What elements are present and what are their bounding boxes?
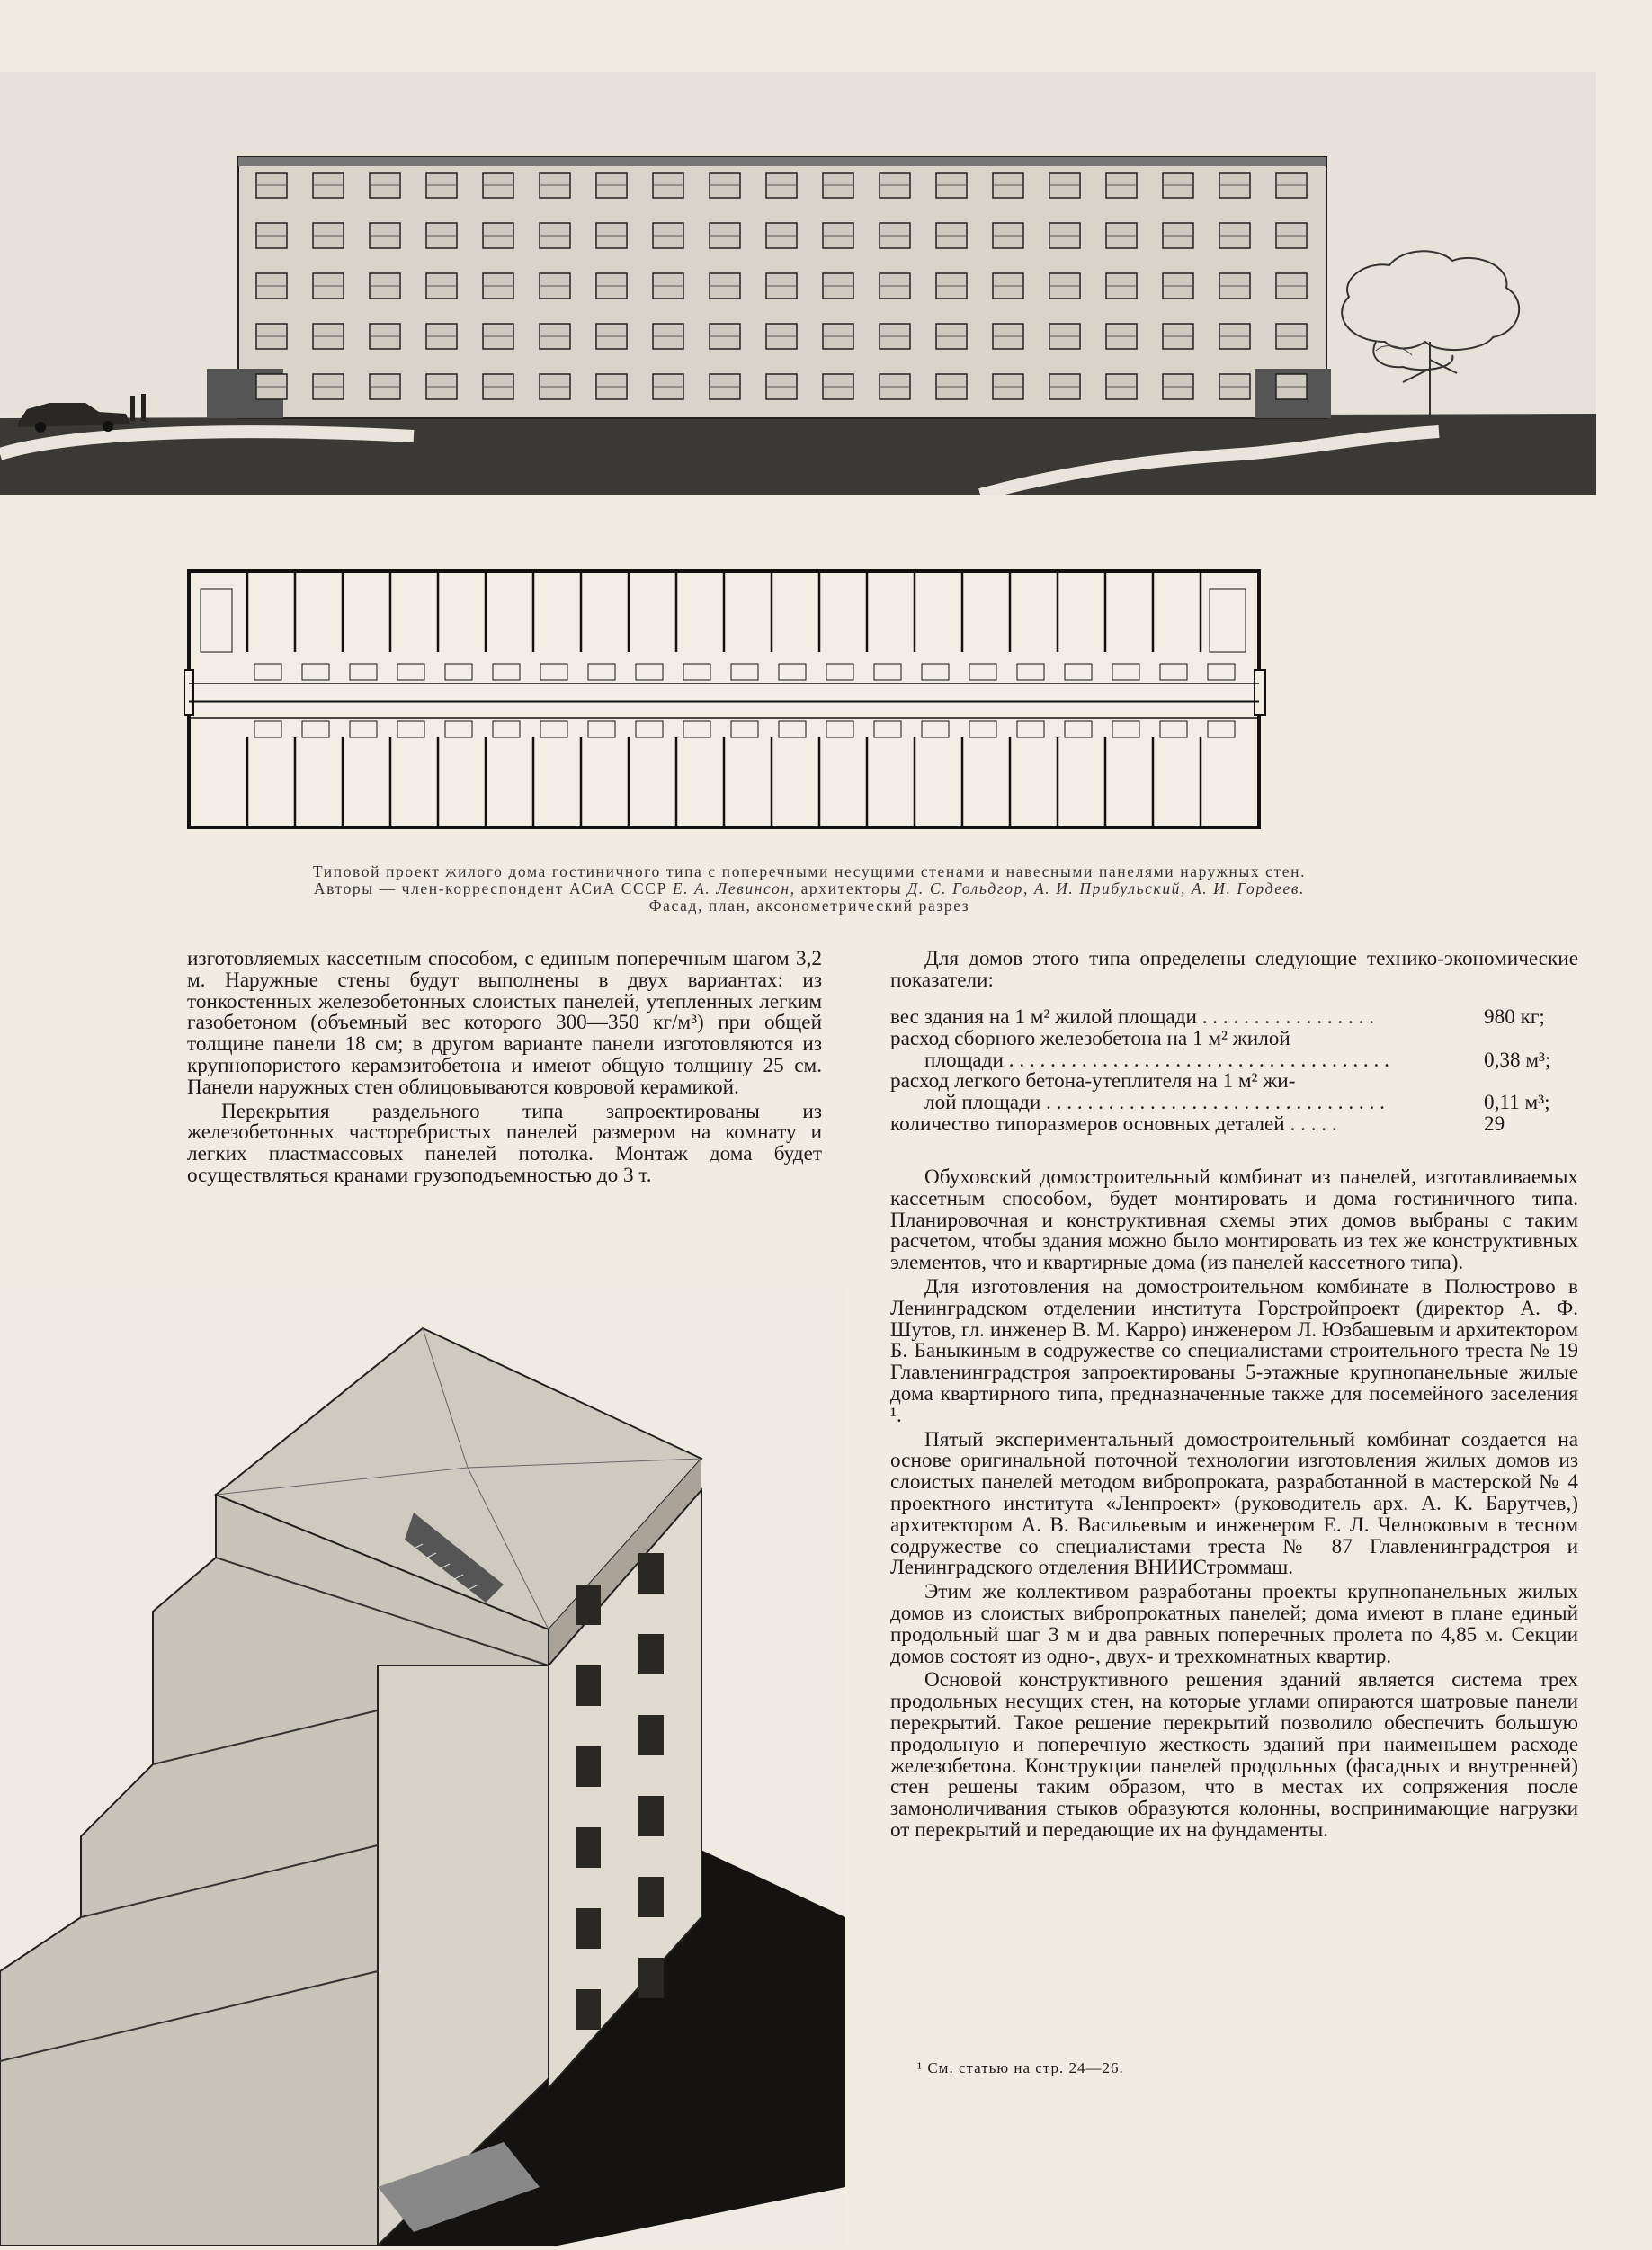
axonometric-section-drawing [0, 1288, 845, 2246]
axo-window [576, 1908, 601, 1949]
spec-row: расход сборного железобетона на 1 м² жилой [890, 1028, 1290, 1050]
spec-row: расход легкого бетона-утеплителя на 1 м² жи- [890, 1071, 1296, 1094]
spec-row: вес здания на 1 м² жилой площади . . . . . . . . . . . . . . . . . 980 кг; [890, 1005, 1545, 1029]
spec-list [890, 1007, 1578, 1136]
paragraph: Обуховский домостроительный комбинат из панелей, изготавливаемых кассетным способом, будет монтировать и дома гостиничного типа. Планировочная и конструктивная схемы этих домов выбраны с таким расчетом, чтобы здания можно было монтировать из тех же конструктивных элементов, что и квартирные дома (из панелей кассетного типа). [890, 1165, 1578, 1275]
axo-window [638, 1877, 664, 1917]
spec-row: площади . . . . . . . . . . . . . . . . . . . . . . . . . . . . . . . . . . . . . 0,38 м³; [924, 1048, 1551, 1072]
footnote: ¹ См. статью на стр. 24—26. [917, 2059, 1124, 2076]
right-column-text [890, 1167, 1578, 1842]
spec-row: количество типоразмеров основных деталей . . . . . 29 [890, 1112, 1505, 1136]
caption-line-3: Фасад, план, аксонометрический разрез [648, 897, 970, 915]
axo-window [576, 1989, 601, 2030]
axo-window [576, 1665, 601, 1706]
paragraph: Для изготовления на домостроительном комбинате в Полюстрово в Ленинградском отделении института Горстройпроект (директор А. Ф. Шутов, гл. инженер В. М. Карро) инженером Л. Юзбашевым и архитектором Б. Баныкиным в содружестве со специалистами строительного треста № 19 Главленинградстроя запроектированы 5-этажные крупнопанельные жилые дома квартирного типа, предназначенные также для посемейного заселения ¹. [890, 1274, 1578, 1427]
paragraph: изготовляемых кассетным способом, с единым поперечным шагом 3,2 м. Наружные стены будут выполнены в двух вариантах: из тонкостенных железобетонных слоистых панелей, утепленных легким газобетоном (объемный вес которого 300—350 кг/м³) при общей толщине панели 18 см; в другом варианте панели изготовляются из крупнопористого керамзитобетона и имеют общую толщину 25 см. Панели наружных стен облицовываются ковровой керамикой. [187, 947, 822, 1099]
paragraph: Этим же коллективом разработаны проекты крупнопанельных жилых домов из слоистых вибропрокатных панелей; дома имеют в плане единый продольный шаг 3 м и два равных поперечных пролета по 4,85 м. Секции домов состоят из одно-, двух- и трехкомнатных квартир. [890, 1580, 1578, 1668]
paragraph: Основой конструктивного решения зданий является система трех продольных несущих стен, на которые углами опираются шатровые панели перекрытий. Такое решение перекрытий позволило обеспечить большую продольную и поперечную жесткость зданий при наименьшем расходе железобетона. Конструкции панелей продольных (фасадных и внутренней) стен решены таким образом, что в местах их сопряжения после замоноличивания стыков образуются колонны, воспринимающие нагрузки от перекрытий и передающие их на фундаменты. [890, 1668, 1578, 1842]
axo-window [638, 1553, 664, 1594]
caption-line-2: Авторы — член-корреспондент АСиА СССР Е. А. Левинсон, архитекторы Д. С. Гольдгор, А. И. Прибульский, А. И. Гордеев. [313, 879, 1306, 897]
axo-window [576, 1585, 601, 1625]
paragraph: Для домов этого типа определены следующие технико-экономические показатели: [890, 947, 1578, 992]
axo-window [638, 1715, 664, 1755]
axo-window [638, 1796, 664, 1836]
axo-window [638, 1634, 664, 1674]
facade-drawing [0, 72, 1596, 495]
right-column-intro [890, 949, 1578, 992]
spec-row: лой площади . . . . . . . . . . . . . . . . . . . . . . . . . . . . . . . . . 0,11 м³; [924, 1091, 1550, 1115]
axo-window [638, 1958, 664, 1998]
floor-plan-drawing [184, 567, 1268, 836]
caption-line-1: Типовой проект жилого дома гостиничного типа с поперечными несущими стенами и навесными панелями наружных стен. [312, 862, 1307, 880]
axo-window [576, 1827, 601, 1868]
left-column-text [187, 949, 822, 1187]
axo-window [576, 1746, 601, 1787]
paragraph: Пятый экспериментальный домостроительный комбинат создается на основе оригинальной поточной технологии изготовления жилых домов из слоистых панелей методом вибропроката, разработанной в мастерской № 4 проектного института «Ленпроект» (руководитель арх. А. К. Барутчев,) архитектором А. В. Васильевым и инженером Е. Л. Челноковым в тесном содружестве со специалистами треста № 87 Главленинградстроя и Ленинградского отделения ВНИИСтроммаш. [890, 1427, 1578, 1580]
paragraph: Перекрытия раздельного типа запроектированы из железобетонных часторебристых панелей размером на комнату и легких пластмассовых панелей потолка. Монтаж дома будет осуществляться кранами грузоподъемностью до 3 т. [187, 1099, 822, 1187]
figure-caption [99, 863, 1520, 915]
